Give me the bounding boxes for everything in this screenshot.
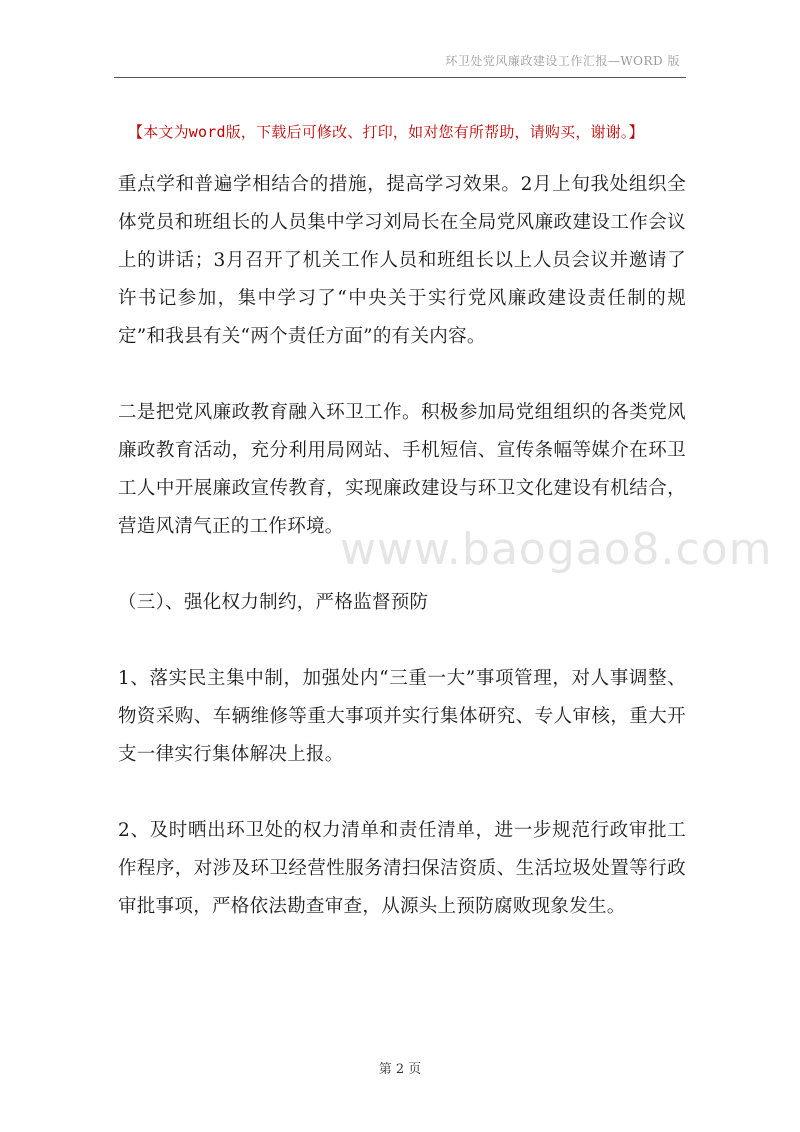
download-notice: 【本文为word版，下载后可修改、打印，如对您有所帮助，请购买，谢谢。】 (128, 123, 644, 141)
header-divider (114, 77, 686, 78)
page-number: 第 2 页 (378, 1062, 422, 1077)
paragraph-item-1: 1、落实民主集中制，加强处内“三重一大”事项管理，对人事调整、物资采购、车辆维修等重大事项并实行集体研究、专人审核，重大开支一律实行集体解决上报。 (118, 668, 686, 765)
paragraph-study-measures: 重点学和普遍学相结合的措施，提高学习效果。2月上旬我处组织全体党员和班组长的人员集中学习刘局长在全局党风廉政建设工作会议上的讲话；3月召开了机关工作人员和班组长以上人员会议并邀请了许书记参加，集中学习了“中央关于实行党风廉政建设责任制的规定”和我县有关“两个责任方面”的有关内容。 (118, 174, 686, 347)
paragraph-spacer (118, 774, 686, 812)
paragraph-item-2: 2、及时晒出环卫处的权力清单和责任清单，进一步规范行政审批工作程序，对涉及环卫经营性服务清扫保洁资质、生活垃圾处置等行政审批事项，严格依法勘查审查，从源头上预防腐败现象发生。 (118, 820, 686, 917)
section-heading-power-restriction: （三）、强化权力制约，严格监督预防 (118, 592, 429, 613)
paragraph-education: 二是把党风廉政教育融入环卫工作。积极参加局党组组织的各类党风廉政教育活动，充分利用局网站、手机短信、宣传条幅等媒介在环卫工人中开展廉政宣传教育，实现廉政建设与环卫文化建设有机结合，营造风清气正的工作环境。 (118, 402, 686, 537)
watermark-text: www.baogao8.com (340, 524, 773, 575)
paragraph-spacer (118, 356, 686, 394)
paragraph-spacer (118, 622, 686, 660)
document-body (118, 166, 686, 926)
paragraph-spacer (118, 546, 686, 584)
header-title: 环卫处党风廉政建设工作汇报—WORD 版 (445, 54, 680, 68)
